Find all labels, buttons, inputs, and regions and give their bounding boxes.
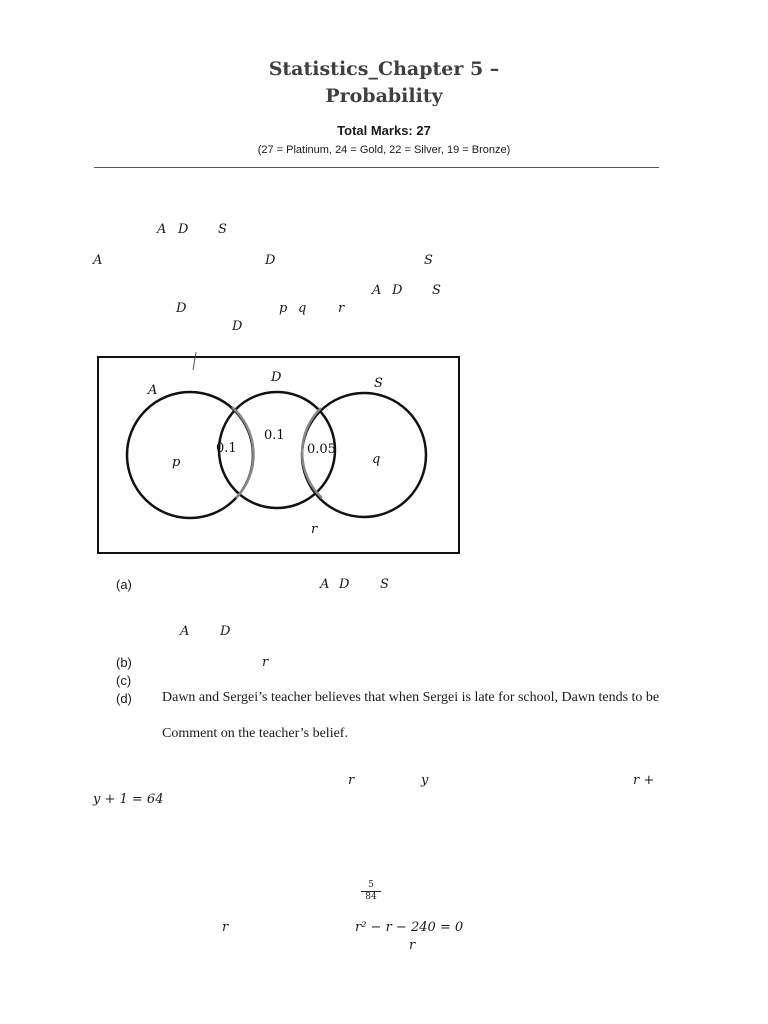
part-a-symbol-A: A bbox=[180, 624, 190, 639]
q2-quadratic: r² − r − 240 = 0 bbox=[355, 920, 464, 935]
part-b-symbol-r: r bbox=[262, 655, 269, 670]
grade-bands: (27 = Platinum, 24 = Gold, 22 = Silver, 19 = Bronze) bbox=[257, 144, 511, 156]
q2-symbol-r: r bbox=[222, 920, 229, 935]
q1-symbol-D: D bbox=[176, 301, 187, 316]
q1-symbol-r: r bbox=[338, 301, 345, 316]
q1-symbol-A: A bbox=[157, 222, 167, 237]
part-d-comment: Comment on the teacher’s belief. bbox=[162, 726, 348, 741]
q1-symbol-A: A bbox=[372, 283, 382, 298]
q2-fraction bbox=[361, 880, 381, 902]
part-a-symbol-D: D bbox=[220, 624, 231, 639]
q2-fraction-numerator: 5 bbox=[361, 880, 381, 892]
venn-region-r: r bbox=[311, 522, 318, 537]
part-b-label: (b) bbox=[116, 655, 132, 670]
q1-symbol-D: D bbox=[392, 283, 403, 298]
venn-label-A: A bbox=[148, 383, 158, 398]
total-marks: Total Marks: 27 bbox=[337, 123, 431, 138]
venn-stray-mark bbox=[193, 352, 196, 370]
q2-symbol-r: r bbox=[409, 938, 416, 953]
part-c-label: (c) bbox=[116, 673, 132, 688]
q1-symbol-p: p bbox=[279, 301, 288, 316]
q1-symbol-D: D bbox=[178, 222, 189, 237]
q2-fraction-denominator: 84 bbox=[365, 892, 377, 902]
venn-region-AD: 0.1 bbox=[216, 441, 237, 456]
part-d-text: Dawn and Sergei’s teacher believes that when Sergei is late for school, Dawn tends to be bbox=[162, 690, 660, 705]
q1-symbol-S: S bbox=[432, 283, 441, 298]
q1-symbol-D: D bbox=[232, 319, 243, 334]
part-a-symbol-D: D bbox=[339, 577, 350, 592]
venn-region-p: p bbox=[172, 455, 181, 470]
venn-region-D: 0.1 bbox=[264, 428, 285, 443]
part-a-label: (a) bbox=[116, 577, 132, 592]
q1-symbol-q: q bbox=[298, 301, 307, 316]
venn-region-q: q bbox=[372, 452, 381, 467]
q1-symbol-S: S bbox=[218, 222, 227, 237]
part-d-label: (d) bbox=[116, 691, 132, 706]
part-a-symbol-A: A bbox=[320, 577, 330, 592]
q2-equation: y + 1 = 64 bbox=[93, 792, 164, 807]
q2-symbol-y: y bbox=[421, 773, 429, 788]
venn-label-S: S bbox=[374, 376, 383, 391]
venn-label-D: D bbox=[271, 370, 282, 385]
q1-symbol-S: S bbox=[424, 253, 433, 268]
page-title: Statistics_Chapter 5 – bbox=[268, 58, 500, 80]
q2-symbol-r: r bbox=[348, 773, 355, 788]
q1-symbol-A: A bbox=[93, 253, 103, 268]
venn-region-DS: 0.05 bbox=[307, 442, 336, 457]
q2-expression-r-plus: r + bbox=[633, 773, 655, 788]
part-a-symbol-S: S bbox=[380, 577, 389, 592]
q1-symbol-D: D bbox=[265, 253, 276, 268]
page-subtitle: Probability bbox=[325, 85, 443, 107]
